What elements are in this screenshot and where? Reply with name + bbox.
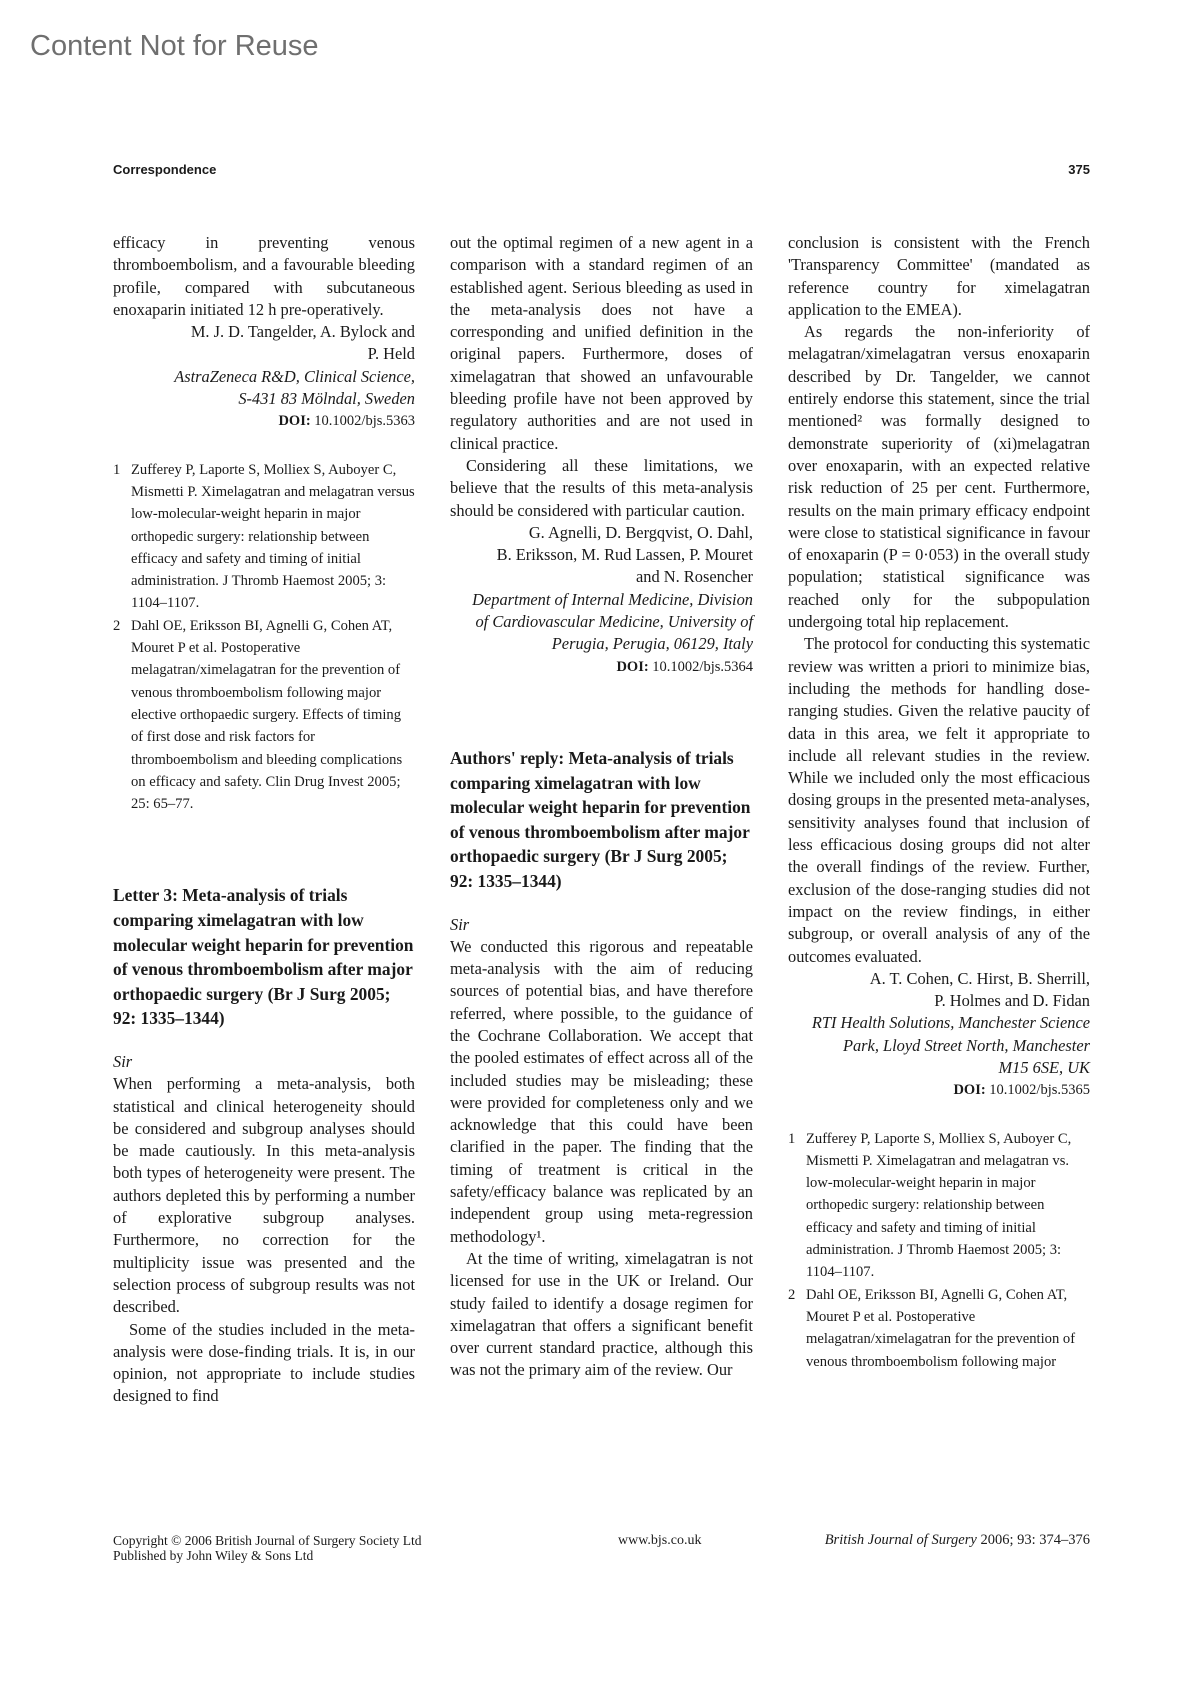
doi — [450, 656, 753, 678]
doi-value: 10.1002/bjs.5364 — [648, 658, 753, 675]
paragraph: At the time of writing, ximelagatran is not licensed for use in the UK or Ireland. Our study failed to identify a dosage regimen for ximelagatran that offers a significant benefit over current standard practice, although this was not the primary aim of the review. Our — [450, 1248, 753, 1380]
reply-heading: Authors' reply: Meta-analysis of trials comparing ximelagatran with low molecular weight heparin for prevention of venous thromboembolism after major orthopaedic surgery (Br J Surg 2005; 92: 1335–1344) — [450, 747, 751, 891]
column-2 — [450, 232, 753, 1382]
reference-number: 2 — [113, 617, 121, 634]
signature-line: and N. Rosencher — [636, 567, 753, 587]
reference-number: 2 — [788, 1286, 796, 1303]
paragraph: The protocol for conducting this systematic review was written a priori to minimize bias, including the methods for handling dose-ranging studies. Given the relative paucity of data in this area, we felt it appropriate to include all relevant studies in the review. While we included only the most efficacious dosing groups in the presented meta-analyses, sensitivity analyses found that inclusion of less efficacious dosing groups did not alter the overall findings of the review. Further, exclusion of the dose-ranging studies did not impact on the review findings, in either subgroup, or overall analysis of any of the outcomes evaluated. — [788, 634, 1090, 966]
reference-item — [113, 615, 415, 816]
doi-value: 10.1002/bjs.5363 — [310, 413, 415, 430]
reference-text: Dahl OE, Eriksson BI, Agnelli G, Cohen AT, Mouret P et al. Postoperative melagatran/ximelagatran for the prevention of venous thromboembolism following major elective orthopaedic surgery. Effects of timing of first dose and risk factors for thromboembolism and bleeding complications on efficacy and safety. Clin Drug Invest 2005; 25: 65–77. — [131, 617, 403, 813]
signature-line: G. Agnelli, D. Bergqvist, O. Dahl, — [528, 522, 753, 542]
doi — [788, 1079, 1090, 1101]
signature-line: M. J. D. Tangelder, A. Bylock and — [190, 322, 415, 342]
affiliation-line: Park, Lloyd Street North, Manchester — [842, 1035, 1090, 1055]
reference-text: Zufferey P, Laporte S, Molliex S, Auboyer C, Mismetti P. Ximelagatran and melagatran versus low-molecular-weight heparin in major orthopedic surgery: relationship between efficacy and safety and timing of initial administration. J Thromb Haemost 2005; 3: 1104–1107. — [131, 461, 415, 612]
paragraph: out the optimal regimen of a new agent in a comparison with a standard regimen of an established agent. Serious bleeding as used in the meta-analysis does not have a corresponding and unified definition in the original papers. Furthermore, doses of ximelagatran that showed an unfavourable bleeding profile have not been approved by regulatory authorities and are not used in clinical practice. — [450, 233, 753, 453]
page-number: 375 — [1068, 162, 1090, 177]
publisher-line: Published by John Wiley & Sons Ltd — [113, 1548, 314, 1563]
citation: 2006; 93: 374–376 — [976, 1532, 1090, 1548]
column-3 — [788, 232, 1090, 1373]
salutation: Sir — [113, 1051, 133, 1071]
paragraph: conclusion is consistent with the French 'Transparency Committee' (mandated as reference country for ximelagatran application to the EMEA). — [788, 233, 1090, 319]
reference-item — [788, 1284, 1090, 1373]
affiliation-line: RTI Health Solutions, Manchester Science — [811, 1013, 1090, 1033]
signature-line: P. Holmes and D. Fidan — [934, 991, 1090, 1011]
paragraph: Considering all these limitations, we believe that the results of this meta-analysis should be considered with particular caution. — [450, 455, 753, 520]
footer-website: www.bjs.co.uk — [618, 1533, 702, 1548]
reference-text: Dahl OE, Eriksson BI, Agnelli G, Cohen AT, Mouret P et al. Postoperative melagatran/ximelagatran for the prevention of venous thromboembolism following major — [806, 1286, 1076, 1370]
watermark: Content Not for Reuse — [30, 30, 319, 62]
doi-value: 10.1002/bjs.5365 — [985, 1082, 1090, 1099]
affiliation-line: Department of Internal Medicine, Division — [472, 589, 753, 609]
footer-citation — [790, 1533, 1090, 1548]
reference-text: Zufferey P, Laporte S, Molliex S, Auboyer C, Mismetti P. Ximelagatran and melagatran vs. low-molecular-weight heparin in major orthopedic surgery: relationship between efficacy and safety and timing of initial administration. J Thromb Haemost 2005; 3: 1104–1107. — [806, 1130, 1072, 1281]
affiliation-line: Perugia, Perugia, 06129, Italy — [551, 634, 753, 654]
affiliation-line: of Cardiovascular Medicine, University of — [475, 612, 753, 632]
doi-label: DOI: — [953, 1082, 986, 1099]
signature-line: P. Held — [367, 344, 415, 364]
reference-number: 1 — [113, 461, 121, 478]
copyright-line: Copyright © 2006 British Journal of Surgery Society Ltd — [113, 1533, 422, 1548]
affiliation-line: AstraZeneca R&D, Clinical Science, — [174, 366, 415, 386]
affiliation-line: S-431 83 Mölndal, Sweden — [238, 389, 415, 409]
paragraph: When performing a meta-analysis, both statistical and clinical heterogeneity should be considered and subgroup analyses should be made cautiously. In this meta-analysis both types of heterogeneity were present. The authors depleted this by performing a number of explorative subgroup analyses. Furthermore, no correction for the multiplicity issue was presented and the selection process of subgroup results was not described. — [113, 1074, 415, 1317]
paragraph: We conducted this rigorous and repeatable meta-analysis with the aim of reducing sources of potential bias, and have therefore referred, where possible, to the guidance of the Cochrane Collaboration. We accept that the pooled estimates of effect across all of the included studies may be misleading; these were provided for completeness only and we acknowledge that this could have been clarified in the paper. The finding that the timing of treatment is critical in the safety/efficacy balance was replicated by an independent group using meta-regression methodology¹. — [450, 936, 753, 1246]
doi — [113, 410, 415, 432]
reference-number: 1 — [788, 1130, 796, 1147]
reference-list — [788, 1128, 1090, 1373]
journal-name: British Journal of Surgery — [824, 1532, 977, 1548]
signature-line: A. T. Cohen, C. Hirst, B. Sherrill, — [869, 968, 1090, 988]
reference-list — [113, 459, 415, 816]
paragraph: Some of the studies included in the meta-analysis were dose-finding trials. It is, in our opinion, not appropriate to include studies designed to find — [113, 1319, 415, 1406]
footer-copyright — [113, 1533, 422, 1563]
paragraph: As regards the non-inferiority of melagatran/ximelagatran versus enoxaparin described by Dr. Tangelder, we cannot entirely endorse this statement, since the trial mentioned² was formally designed to demonstrate superiority of (xi)melagatran over enoxaparin, with an expected relative risk reduction of 25 per cent. Furthermore, results on the main primary efficacy endpoint were close to statistical significance in favour of enoxaparin (P = 0·053) in the overall study population; statistical significance was reached only for the subpopulation undergoing total hip replacement. — [788, 322, 1090, 632]
signature-line: B. Eriksson, M. Rud Lassen, P. Mouret — [496, 545, 753, 565]
column-1 — [113, 232, 415, 1408]
letter-heading: Letter 3: Meta-analysis of trials comparing ximelagatran with low molecular weight heparin for prevention of venous thromboembolism after major orthopaedic surgery (Br J Surg 2005; 92: 1335–1344) — [113, 885, 414, 1029]
paragraph: efficacy in preventing venous thromboembolism, and a favourable bleeding profile, compared with subcutaneous enoxaparin initiated 12 h pre-operatively. — [113, 233, 415, 319]
reference-item — [788, 1128, 1090, 1284]
running-head-section: Correspondence — [113, 162, 217, 177]
doi-label: DOI: — [616, 658, 649, 675]
doi-label: DOI: — [278, 413, 311, 430]
reference-item — [113, 459, 415, 615]
affiliation-line: M15 6SE, UK — [998, 1057, 1090, 1077]
salutation: Sir — [450, 914, 470, 934]
